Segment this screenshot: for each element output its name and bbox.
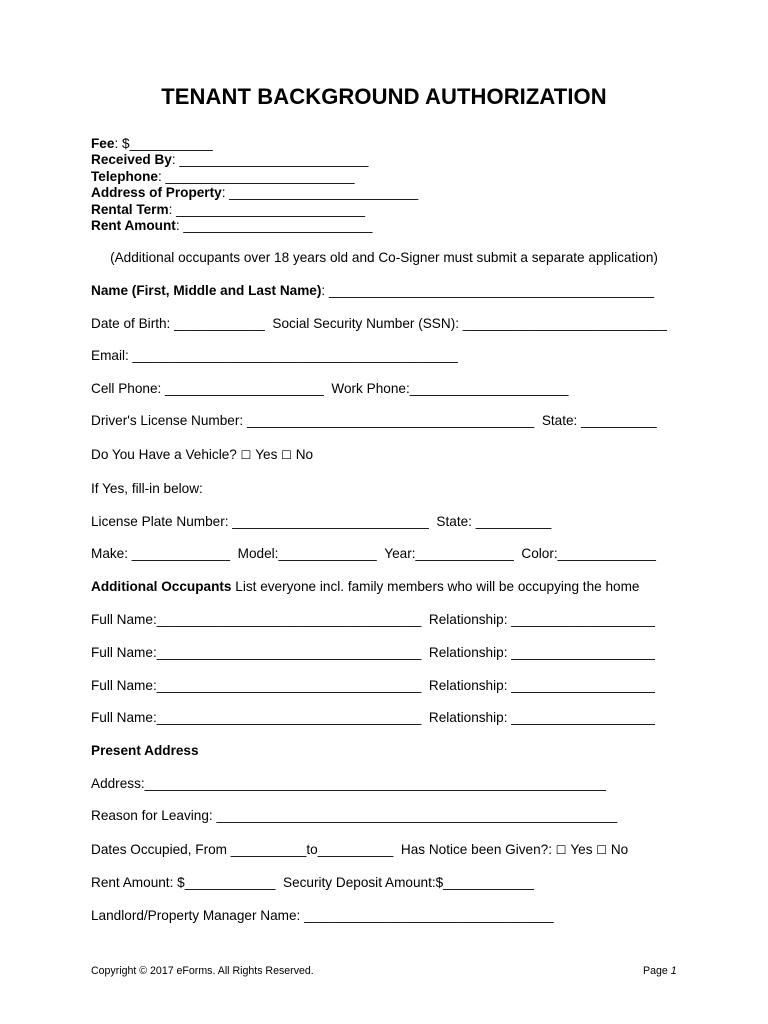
occupant-row (91, 678, 655, 693)
date-of-birth-field[interactable]: Date of Birth: ____________ (91, 316, 265, 331)
page-number (643, 965, 677, 977)
notice-no-label: No (610, 842, 629, 857)
occupant-relationship-field[interactable]: Relationship: ___________________ (428, 612, 655, 627)
landlord-name-field[interactable]: Landlord/Property Manager Name: _________________________________ (91, 908, 554, 923)
vehicle-yes-label: Yes (255, 447, 278, 462)
phones-row (91, 381, 569, 396)
applicant-name-row (91, 283, 654, 298)
email-field[interactable]: Email: ___________________________________________ (91, 348, 458, 363)
dates-occupied-row (91, 842, 628, 857)
rent-amount-row (91, 218, 418, 234)
occupant-full-name-field[interactable]: Full Name:___________________________________ (91, 645, 422, 660)
additional-occupants-description: List everyone incl. family members who will be occupying the home (235, 579, 640, 594)
occupant-relationship-field[interactable]: Relationship: ___________________ (428, 678, 655, 693)
fee-row (91, 136, 418, 152)
occupant-full-name-field[interactable]: Full Name:___________________________________ (91, 612, 422, 627)
notice-no-checkbox[interactable]: ☐ (596, 843, 608, 857)
rent-deposit-row (91, 875, 534, 890)
notice-yes-checkbox[interactable]: ☐ (555, 843, 567, 857)
vehicle-yes-checkbox[interactable]: ☐ (240, 448, 252, 462)
drivers-license-state-field[interactable]: State: __________ (541, 413, 657, 428)
occupant-row (91, 645, 655, 660)
vehicle-make-field[interactable]: Make: _____________ (91, 546, 231, 561)
vehicle-if-yes-text: If Yes, fill-in below: (91, 481, 203, 496)
rental-term-blank[interactable]: : _________________________ (168, 201, 366, 217)
work-phone-field[interactable]: Work Phone:_____________________ (331, 381, 569, 396)
applicant-name-label: Name (First, Middle and Last Name) (91, 283, 322, 298)
present-address-heading: Present Address (91, 743, 199, 758)
page-number-value: 1 (670, 965, 677, 977)
telephone-blank[interactable]: : _________________________ (157, 168, 355, 184)
dates-occupied-field[interactable]: Dates Occupied, From __________to__________ (91, 842, 394, 857)
header-fields (91, 136, 418, 234)
ssn-field[interactable]: Social Security Number (SSN): ___________________________ (272, 316, 667, 331)
license-plate-row (91, 514, 551, 529)
occupant-row (91, 612, 655, 627)
license-plate-field[interactable]: License Plate Number: __________________________ (91, 514, 429, 529)
additional-occupants-heading: Additional Occupants (91, 579, 232, 594)
present-rent-amount-field[interactable]: Rent Amount: $____________ (91, 875, 276, 890)
cell-phone-field[interactable]: Cell Phone: _____________________ (91, 381, 324, 396)
occupant-full-name-field[interactable]: Full Name:___________________________________ (91, 678, 422, 693)
notice-given-question: Has Notice been Given?: (400, 842, 552, 857)
copyright-text: Copyright © 2017 eForms. All Rights Reserved. (91, 965, 314, 977)
vehicle-year-field[interactable]: Year:_____________ (384, 546, 514, 561)
address-of-property-label: Address of Property (91, 185, 222, 201)
page-title: TENANT BACKGROUND AUTHORIZATION (161, 84, 607, 109)
dob-ssn-row (91, 316, 667, 331)
vehicle-question: Do You Have a Vehicle? (91, 447, 237, 462)
telephone-row (91, 169, 418, 185)
vehicle-no-label: No (295, 447, 314, 462)
page-label: Page (643, 965, 668, 977)
rent-amount-blank[interactable]: : _________________________ (175, 218, 373, 234)
address-of-property-blank[interactable]: : _________________________ (221, 185, 419, 201)
received-by-label: Received By (91, 152, 172, 168)
vehicle-no-checkbox[interactable]: ☐ (281, 448, 292, 462)
applicant-name-blank[interactable]: : ___________________________________________ (321, 283, 655, 298)
rent-amount-label: Rent Amount (91, 218, 176, 234)
occupant-relationship-field[interactable]: Relationship: ___________________ (428, 645, 655, 660)
license-plate-state-field[interactable]: State: __________ (436, 514, 552, 529)
security-deposit-field[interactable]: Security Deposit Amount:$____________ (283, 875, 534, 890)
fee-label: Fee (91, 136, 115, 151)
vehicle-model-field[interactable]: Model:_____________ (237, 546, 377, 561)
notice-yes-label: Yes (570, 842, 593, 857)
fee-blank[interactable]: : $___________ (114, 136, 213, 151)
additional-occupants-heading-row (91, 579, 639, 594)
additional-occupants-note: (Additional occupants over 18 years old and Co-Signer must submit a separate application) (110, 250, 658, 265)
drivers-license-field[interactable]: Driver's License Number: ______________________________________ (91, 413, 535, 428)
rental-term-label: Rental Term (91, 201, 169, 217)
vehicle-details-row (91, 546, 656, 561)
received-by-row (91, 152, 418, 168)
present-address-field[interactable]: Address:_____________________________________________________________ (91, 776, 606, 791)
address-of-property-row (91, 185, 418, 201)
received-by-blank[interactable]: : _________________________ (171, 152, 369, 168)
vehicle-color-field[interactable]: Color:_____________ (521, 546, 656, 561)
drivers-license-row (91, 413, 657, 428)
occupant-full-name-field[interactable]: Full Name:___________________________________ (91, 710, 422, 725)
occupant-row (91, 710, 655, 725)
reason-for-leaving-field[interactable]: Reason for Leaving: _____________________________________________________ (91, 808, 618, 823)
rental-term-row (91, 202, 418, 218)
telephone-label: Telephone (91, 168, 158, 184)
vehicle-question-row (91, 447, 313, 462)
occupant-relationship-field[interactable]: Relationship: ___________________ (428, 710, 655, 725)
